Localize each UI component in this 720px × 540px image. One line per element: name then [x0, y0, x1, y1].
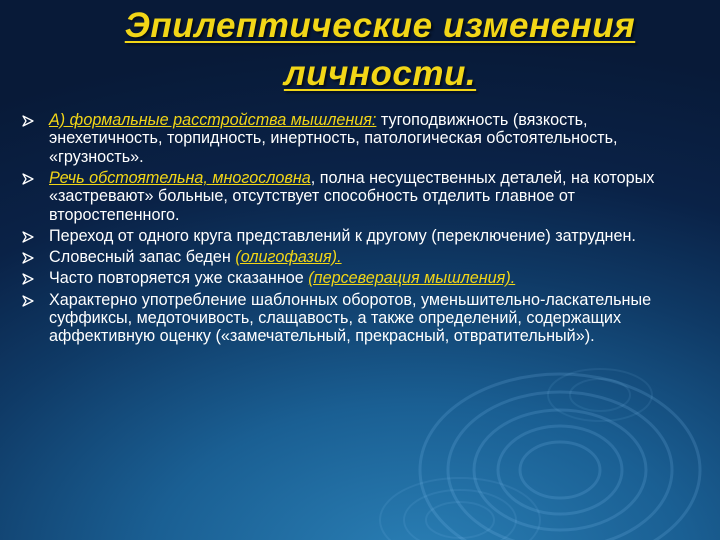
arrow-bullet-icon: [22, 273, 34, 285]
bullet-highlight: А) формальные расстройства мышления:: [49, 111, 377, 129]
bullet-list: [22, 111, 692, 349]
bullet-text: Характерно употребление шаблонных оборотов, уменьшительно-ласкательные суффиксы, медоточивость, слащавость, а также определений, содержащих аффективную оценку («замечательный, прекрасный, отвратительный»).: [49, 290, 652, 346]
bullet-highlight: Речь обстоятельна, многословна: [49, 169, 311, 188]
slide-title-line-2: личности.: [283, 54, 477, 93]
bullet-text: Часто повторяется уже сказанное: [49, 269, 309, 288]
arrow-bullet-icon: [22, 115, 34, 127]
arrow-bullet-icon: [22, 231, 34, 243]
bullet-text: Словесный запас беден: [49, 248, 236, 267]
bullet-item: [22, 248, 692, 266]
slide-title-line-1: Эпилептические изменения: [124, 6, 636, 45]
bullet-text: Переход от одного круга представлений к другому (переключение) затруднен.: [49, 227, 636, 246]
bullet-highlight: (персеверация мышления).: [308, 269, 516, 288]
bullet-item: [22, 269, 692, 287]
slide-title: [20, 2, 720, 98]
bullet-text: , полна несущественных деталей, на которых «застревают» больные, отсутствует способность отделить главное от второстепенного.: [49, 169, 655, 224]
bullet-highlight: (олигофазия).: [235, 248, 342, 267]
bullet-item: [22, 111, 692, 166]
bullet-text: тугоподвижность (вязкость, энехетичность, торпидность, инертность, патологическая обстоятельность, «грузность».: [49, 111, 618, 166]
arrow-bullet-icon: [22, 173, 34, 185]
bullet-item: [22, 227, 692, 245]
arrow-bullet-icon: [22, 252, 34, 264]
arrow-bullet-icon: [22, 295, 34, 307]
bullet-item: [22, 291, 692, 346]
bullet-item: [22, 169, 692, 224]
